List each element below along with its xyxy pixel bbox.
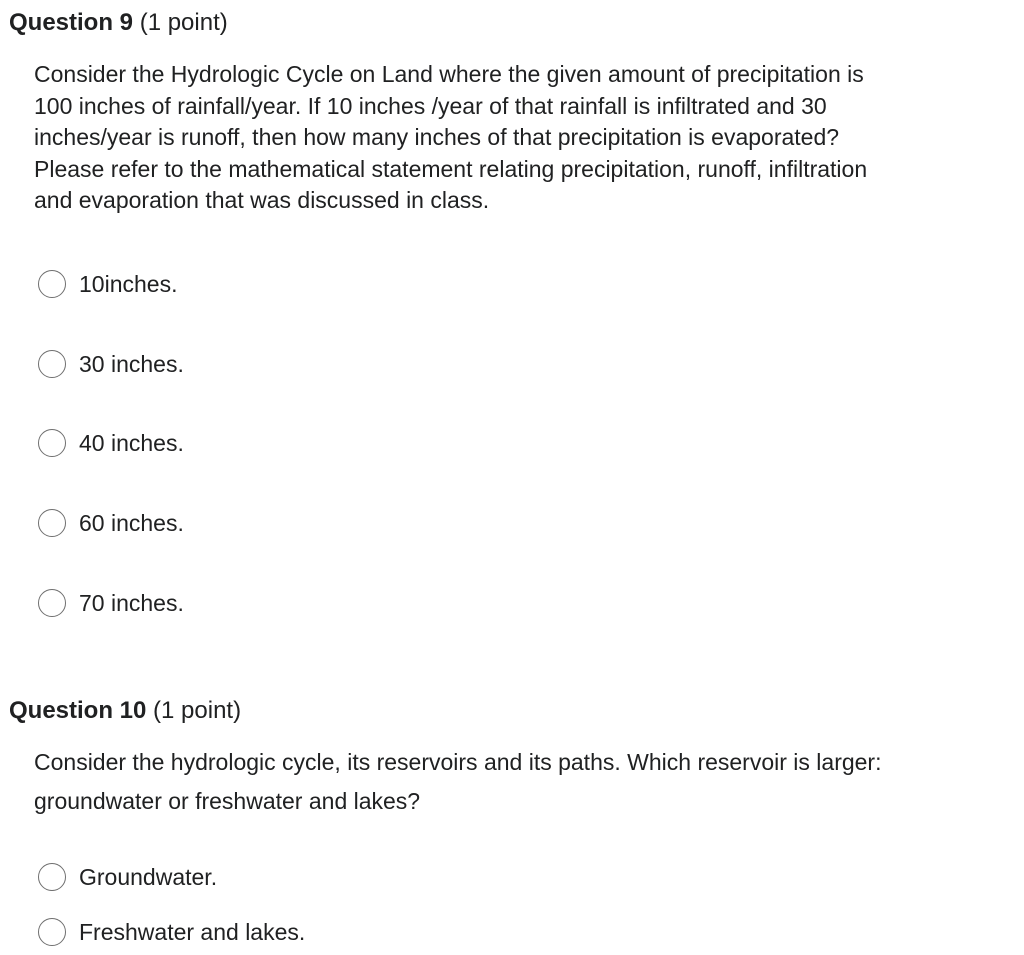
option-label[interactable]: 60 inches. (79, 510, 184, 536)
radio-button[interactable] (38, 270, 66, 298)
option-label[interactable]: 10inches. (79, 271, 178, 297)
question-10-title: Question 10 (9, 697, 147, 724)
question-9-option-3[interactable] (38, 426, 184, 460)
question-10-text-line: groundwater or freshwater and lakes? (34, 788, 421, 814)
option-label[interactable]: 70 inches. (79, 590, 184, 616)
question-9-text-line: and evaporation that was discussed in class. (34, 187, 490, 213)
question-10-option-1[interactable] (38, 860, 217, 894)
radio-button[interactable] (38, 589, 66, 617)
question-9-text-line: 100 inches of rainfall/year. If 10 inches /year of that rainfall is infiltrated and 30 (34, 92, 827, 119)
option-label[interactable]: 30 inches. (79, 351, 184, 377)
question-9-text-line: inches/year is runoff, then how many inches of that precipitation is evaporated? (34, 124, 840, 150)
question-9-text-line: Consider the Hydrologic Cycle on Land where the given amount of precipitation is (34, 61, 864, 87)
question-9-text (34, 59, 1018, 217)
question-10-points: (1 point) (153, 697, 242, 724)
question-9-title: Question 9 (9, 9, 134, 36)
radio-button[interactable] (38, 863, 66, 891)
question-10-option-2[interactable] (38, 915, 305, 949)
question-9-option-2[interactable] (38, 347, 184, 381)
question-9-text-line: Please refer to the mathematical statement relating precipitation, runoff, infiltration (34, 155, 868, 182)
question-10-text-line: Consider the hydrologic cycle, its reservoirs and its paths. Which reservoir is larger: (34, 749, 882, 775)
question-9-heading (9, 6, 228, 40)
radio-button[interactable] (38, 429, 66, 457)
question-9-points: (1 point) (139, 9, 228, 36)
option-label[interactable]: 40 inches. (79, 430, 184, 456)
question-9-option-5[interactable] (38, 586, 184, 620)
option-label[interactable]: Groundwater. (79, 864, 218, 890)
radio-button[interactable] (38, 918, 66, 946)
radio-button[interactable] (38, 350, 66, 378)
radio-button[interactable] (38, 509, 66, 537)
question-9-option-1[interactable] (38, 267, 177, 301)
question-10-heading (9, 694, 241, 728)
question-10-text (34, 743, 1018, 821)
question-9-option-4[interactable] (38, 506, 184, 540)
option-label[interactable]: Freshwater and lakes. (79, 919, 306, 945)
